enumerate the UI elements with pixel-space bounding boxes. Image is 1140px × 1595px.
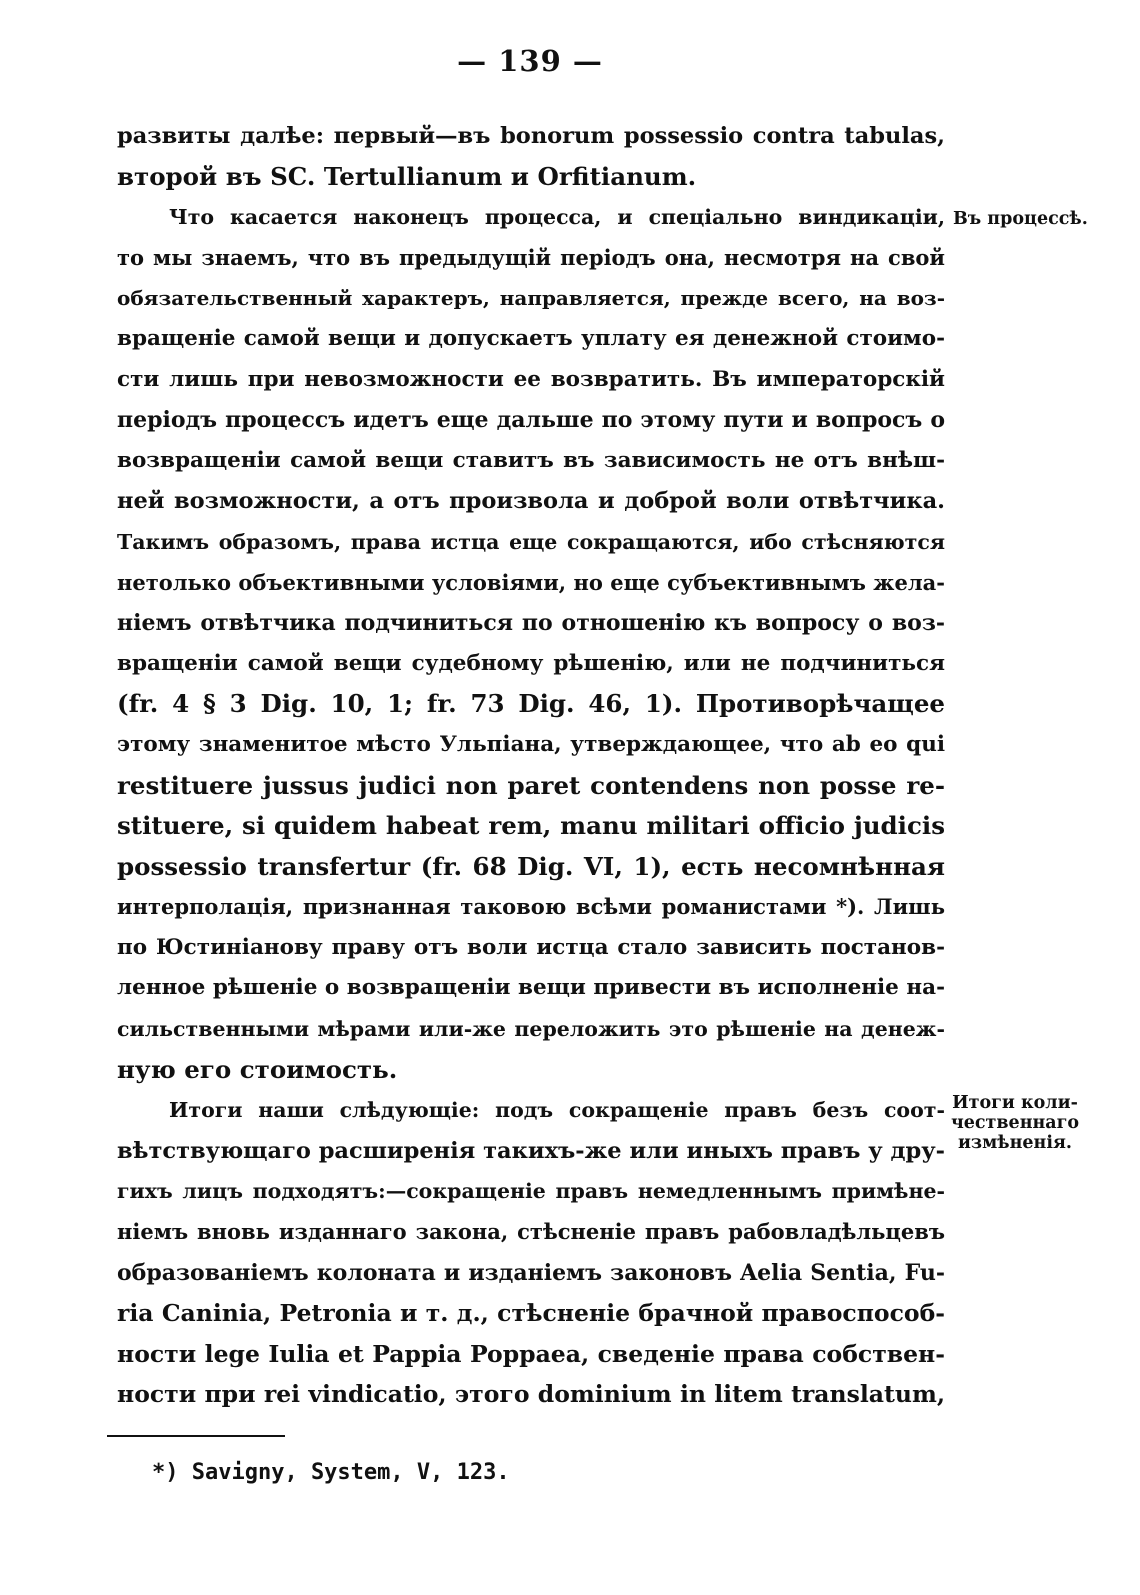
text-line: по Юстиніанову праву отъ воли истца стало зависить постанов- [117,934,945,960]
text-line: второй въ SC. Tertullianum и Orfitianum. [117,161,697,191]
text-line: ніемъ вновь изданнаго закона, стѣсненіе правъ рабовладѣльцевъ [117,1219,945,1245]
text-line: этому знаменитое мѣсто Ульпіана, утверждающее, что ab eo qui [117,731,945,757]
margin-note-totals-line-3: измѣненія. [957,1133,1073,1153]
text-line: развиты далѣе: первый—въ bonorum possessio contra tabulas, [117,123,945,149]
text-line: періодъ процессъ идетъ еще дальше по этому пути и вопросъ о [117,407,945,434]
text-line: образованіемъ колоната и изданіемъ законовъ Aelia Sentia, Fu- [117,1259,945,1286]
text-line: ленное рѣшеніе о возвращеніи вещи привести въ исполненіе на- [117,975,945,1001]
text-line: stituere, si quidem habeat rem, manu militari officio judicis [117,811,945,841]
text-line: Такимъ образомъ, права истца еще сокращаются, ибо стѣсняются [117,529,945,554]
text-line: вращеніи самой вещи судебному рѣшенію, или не подчиниться [117,650,945,676]
text-line: ную его стоимость. [117,1054,398,1084]
footnote-divider [107,1435,285,1437]
text-line: то мы знаемъ, что въ предыдущій періодъ она, несмотря на свой [117,244,945,270]
text-line: гихъ лицъ подходятъ:—сокращеніе правъ немедленнымъ примѣне- [117,1179,945,1204]
text-line: сти лишь при невозможности ее возвратить. Въ императорскій [117,366,945,392]
margin-note-totals [950,1093,1080,1153]
text-line: ней возможности, а отъ произвола и доброй воли отвѣтчика. [117,488,945,515]
text-line: ности lege Iulia et Pappia Poppaea, сведеніе права собствен- [117,1339,945,1368]
text-line: обязательственный характеръ, направляется, прежде всего, на воз- [117,286,945,311]
page-number: — 139 — [457,44,603,78]
text-line: интерполація, признанная таковою всѣми романистами *). Лишь [117,894,945,920]
margin-note-totals-line-2: чественнаго [950,1113,1080,1133]
text-line: ria Caninia, Petronia и т. д., стѣсненіе брачной правоспособ- [117,1299,945,1328]
text-line: restituere jussus judici non paret contendens non posse re- [117,770,945,800]
text-line: нетолько объективными условіями, но еще субъективнымъ жела- [117,569,945,595]
text-line: ности при rei vindicatio, этого dominium in litem translatum, [117,1380,945,1409]
text-line: сильственными мѣрами или-же переложить это рѣшеніе на денеж- [117,1017,945,1042]
body-text [117,116,945,1415]
text-line: possessio transfertur (fr. 68 Dig. VI, 1), есть несомнѣнная [117,851,945,881]
text-line: Что касается наконецъ процесса, и спеціально виндикаціи, [169,205,945,230]
text-line: возвращеніи самой вещи ставитъ въ зависимость не отъ внѣш- [117,447,945,473]
text-line: (fr. 4 § 3 Dig. 10, 1; fr. 73 Dig. 46, 1). Противорѣчащее [117,689,945,719]
footnote: *) Savigny, System, V, 123. [152,1460,510,1485]
text-line: вѣтствующаго расширенія такихъ-же или иныхъ правъ у дру- [117,1137,945,1164]
text-line: вращеніе самой вещи и допускаетъ уплату ея денежной стоимо- [117,325,945,351]
text-line: Итоги наши слѣдующіе: подъ сокращеніе правъ безъ соот- [169,1098,945,1123]
margin-note-totals-line-1: Итоги коли- [952,1093,1078,1113]
margin-note-process: Въ процессѣ. [953,209,1088,229]
text-line: ніемъ отвѣтчика подчиниться по отношенію къ вопросу о воз- [117,610,945,637]
